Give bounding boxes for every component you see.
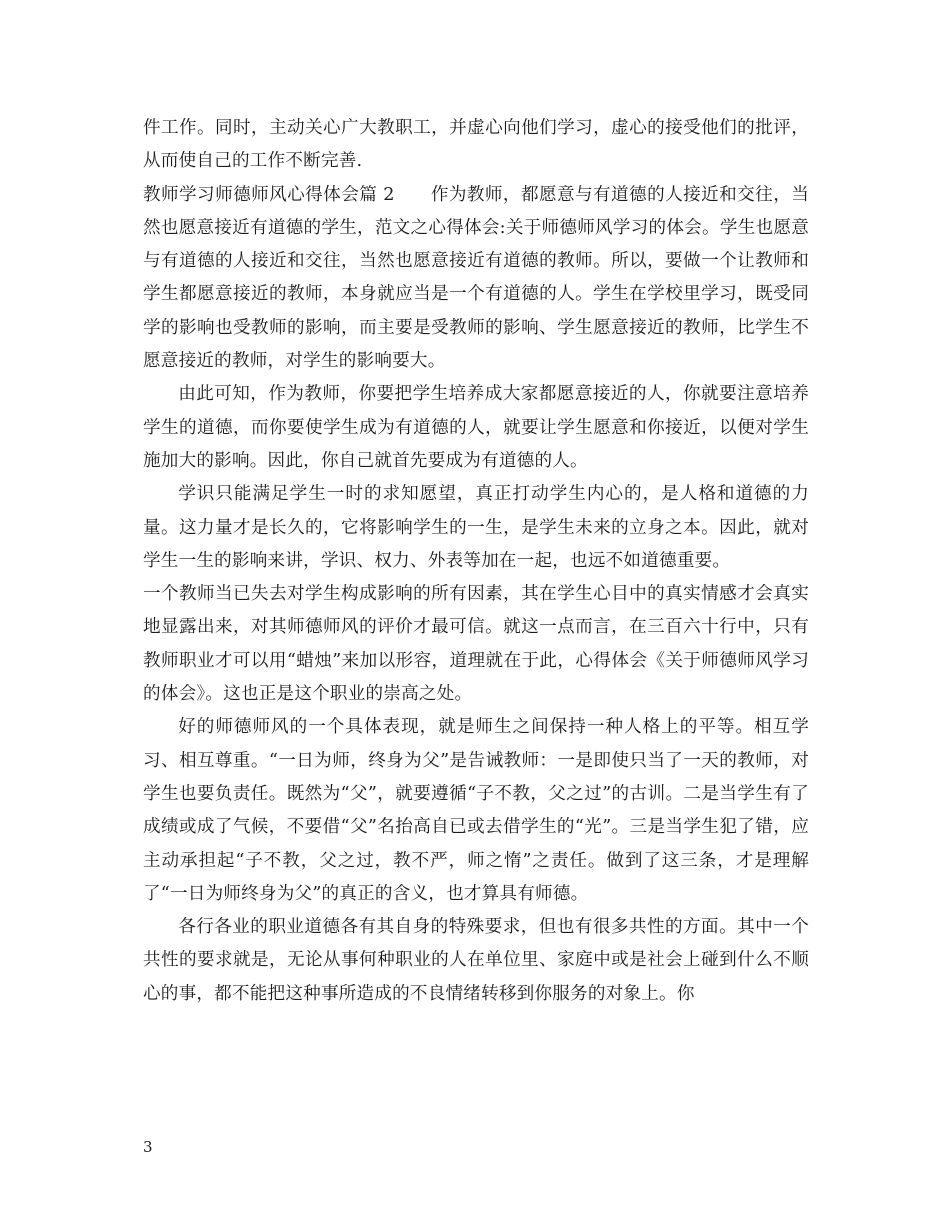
paragraph-section-2 xyxy=(143,179,809,379)
paragraph-continuation: 件工作。同时，主动关心广大教职工，并虚心向他们学习，虚心的接受他们的批评，从而使自己的工作不断完善. xyxy=(143,118,809,172)
paragraph: 各行各业的职业道德各有其自身的特殊要求，但也有很多共性的方面。其中一个共性的要求就是，无论从事何种职业的人在单位里、家庭中或是社会上碰到什么不顺心的事，都不能把这种事所造成的不良情绪转移到你服务的对象上。你 xyxy=(143,917,809,1004)
paragraph: 学识只能满足学生一时的求知愿望，真正打动学生内心的，是人格和道德的力量。这力量才是长久的，它将影响学生的一生，是学生未来的立身之本。因此，就对学生一生的影响来讲，学识、权力、外表等加在一起，也远不如道德重要。 xyxy=(143,484,809,571)
paragraph: 好的师德师风的一个具体表现，就是师生之间保持一种人格上的平等。相互学习、相互尊重。“一日为师，终身为父”是告诫教师：一是即使只当了一天的教师，对学生也要负责任。既然为“父”，就要遵循“子不教，父之过”的古训。二是当学生有了成绩或成了气候，不要借“父”名抬高自已或去借学生的“光”。三是当学生犯了错，应主动承担起“子不教，父之过，教不严，师之惰”之责任。做到了这三条，才是理解了“一日为师终身为父”的真正的含义，也才算具有师德。 xyxy=(143,717,809,904)
paragraph: 一个教师当已失去对学生构成影响的所有因素，其在学生心目中的真实情感才会真实地显露出来，对其师德师风的评价才最可信。就这一点而言，在三百六十行中，只有教师职业才可以用“蜡烛”来加以形容，道理就在于此，心得体会《关于师德师风学习的体会》。这也正是这个职业的崇高之处。 xyxy=(143,584,809,705)
paragraph: 由此可知，作为教师，你要把学生培养成大家都愿意接近的人，你就要注意培养学生的道德，而你要使学生成为有道德的人，就要让学生愿意和你接近，以便对学生施加大的影响。因此，你自己就首先要成为有道德的人。 xyxy=(143,384,809,471)
section-2-text: 作为教师，都愿意与有道德的人接近和交往，当然也愿意接近有道德的学生，范文之心得体会:关于师德师风学习的体会。学生也愿意与有道德的人接近和交往，当然也愿意接近有道德的教师。所以，要做一个让教师和学生都愿意接近的教师，本身就应当是一个有道德的人。学生在学校里学习，既受同学的影响也受教师的影响，而主要是受教师的影响、学生愿意接近的教师，比学生不愿意接近的教师，对学生的影响要大。 xyxy=(143,184,809,372)
page-number: 3 xyxy=(143,1138,153,1156)
section-heading: 教师学习师德师风心得体会篇 2 xyxy=(143,184,395,205)
document-body xyxy=(143,112,809,1011)
